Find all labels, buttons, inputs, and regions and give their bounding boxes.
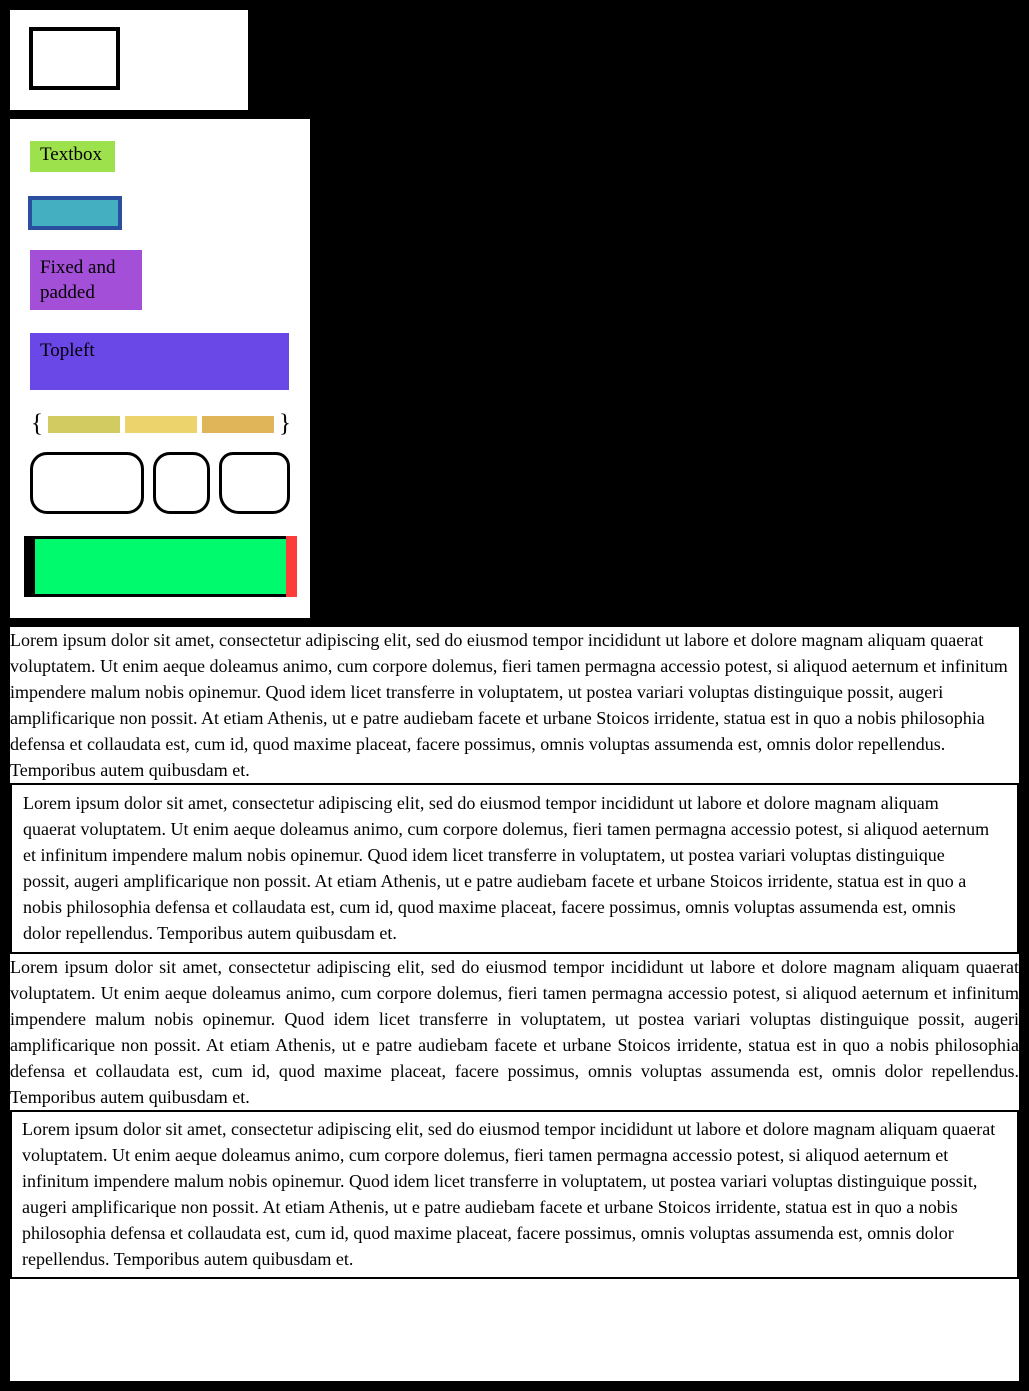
progress-bar[interactable] [24, 536, 297, 597]
topleft-box: Topleft [30, 333, 289, 390]
rounded-button-3[interactable] [219, 452, 290, 514]
bar-right-cap [286, 536, 297, 597]
textbox-label: Textbox [40, 144, 102, 165]
paragraph-1: Lorem ipsum dolor sit amet, consectetur adipiscing elit, sed do eiusmod tempor incididunt ut labore et dolore magnam aliquam quaerat voluptatem. Ut enim aeque doleamus animo, cum corpore dolemus, fieri tamen permagna accessio potest, si aliquod aeternum et infinitum impendere malum nobis opinemur. Quod idem licet transferre in voluptatem, ut postea variari voluptas distinguique possit, augeri amplificarique non possit. At etiam Athenis, ut e patre audiebam facete et urbane Stoicos irridente, statua est in quo a nobis philosophia defensa et collaudata est, cum id, quod maxime placeat, facere possimus, omnis voluptas assumenda est, omnis dolor repellendus. Temporibus autem quibusdam et. [10, 630, 1008, 780]
open-brace: { [31, 410, 43, 437]
rounded-button-1[interactable] [30, 452, 144, 514]
segment-1 [48, 416, 120, 433]
bar-fill [35, 536, 286, 597]
outlined-box [29, 27, 120, 90]
segment-3 [202, 416, 274, 433]
widget-panel [10, 119, 310, 618]
rounded-button-2[interactable] [153, 452, 210, 514]
paragraph-3-justified: Lorem ipsum dolor sit amet, consectetur adipiscing elit, sed do eiusmod tempor incididunt ut labore et dolore magnam aliquam quaerat voluptatem. Ut enim aeque doleamus animo, cum corpore dolemus, fieri tamen permagna accessio potest, si aliquod aeternum et infinitum impendere malum nobis opinemur. Quod idem licet transferre in voluptatem, ut postea variari voluptas distinguique possit, augeri amplificarique non possit. At etiam Athenis, ut e patre audiebam facete et urbane Stoicos irridente, statua est in quo a nobis philosophia defensa et collaudata est, cum id, quod maxime placeat, facere possimus, omnis voluptas assumenda est, omnis dolor repellendus. Temporibus autem quibusdam et. [10, 957, 1019, 1107]
paragraph-4-boxed: Lorem ipsum dolor sit amet, consectetur adipiscing elit, sed do eiusmod tempor incididunt ut labore et dolore magnam aliquam quaerat voluptatem. Ut enim aeque doleamus animo, cum corpore dolemus, fieri tamen permagna accessio potest, si aliquod aeternum et infinitum impendere malum nobis opinemur. Quod idem licet transferre in voluptatem, ut postea variari voluptas distinguique possit, augeri amplificarique non possit. At etiam Athenis, ut e patre audiebam facete et urbane Stoicos irridente, statua est in quo a nobis philosophia defensa et collaudata est, cum id, quod maxime placeat, facere possimus, omnis voluptas assumenda est, omnis dolor repellendus. Temporibus autem quibusdam et. [10, 1110, 1019, 1279]
top-panel [10, 10, 248, 110]
close-brace: } [279, 410, 291, 437]
fixed-padded-box: Fixed and padded [30, 250, 142, 310]
document-panel [10, 627, 1019, 1381]
bar-left-cap [24, 536, 35, 597]
segment-2 [125, 416, 197, 433]
segment-row [31, 410, 291, 438]
paragraph-2-boxed: Lorem ipsum dolor sit amet, consectetur adipiscing elit, sed do eiusmod tempor incididunt ut labore et dolore magnam aliquam quaerat voluptatem. Ut enim aeque doleamus animo, cum corpore dolemus, fieri tamen permagna accessio potest, si aliquod aeternum et infinitum impendere malum nobis opinemur. Quod idem licet transferre in voluptatem, ut postea variari voluptas distinguique possit, augeri amplificarique non possit. At etiam Athenis, ut e patre audiebam facete et urbane Stoicos irridente, statua est in quo a nobis philosophia defensa et collaudata est, cum id, quod maxime placeat, facere possimus, omnis voluptas assumenda est, omnis dolor repellendus. Temporibus autem quibusdam et. [10, 783, 1019, 954]
input-box[interactable] [28, 196, 122, 230]
textbox-widget[interactable] [30, 141, 115, 172]
